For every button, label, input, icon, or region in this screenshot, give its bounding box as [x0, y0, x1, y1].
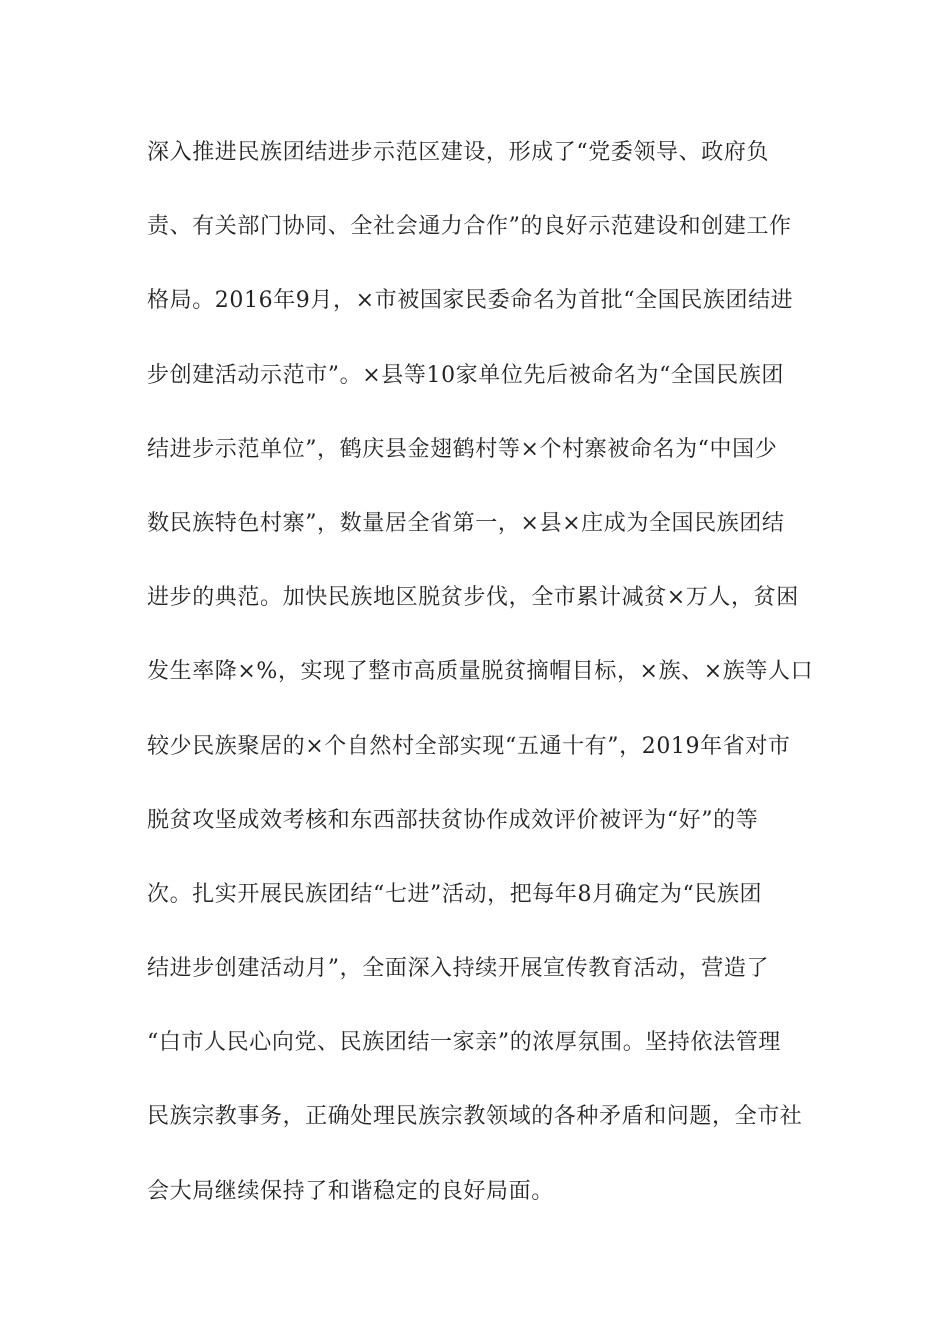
paragraph-line: 步创建活动示范市”。×县等10家单位先后被命名为“全国民族团 [147, 362, 784, 388]
paragraph-line: 深入推进民族团结进步示范区建设，形成了“党委领导、政府负 [147, 140, 770, 165]
paragraph-line: 责、有关部门协同、全社会通力合作”的良好示范建设和创建工作 [147, 214, 792, 240]
paragraph-line: 会大局继续保持了和谐稳定的良好局面。 [147, 1178, 554, 1204]
paragraph-line: “白市人民心向党、民族团结一家亲”的浓厚氛围。坚持依法管理 [147, 1030, 781, 1056]
paragraph-line: 脱贫攻坚成效考核和东西部扶贫协作成效评价被评为“好”的等 [147, 807, 759, 833]
paragraph-line: 格局。2016年9月，×市被国家民委命名为首批“全国民族团结进 [147, 288, 794, 314]
paragraph-line: 次。扎实开展民族团结“七进”活动，把每年8月确定为“民族团 [147, 881, 763, 907]
paragraph-line: 较少民族聚居的×个自然村全部实现“五通十有”，2019年省对市 [147, 733, 791, 759]
paragraph-line: 进步的典范。加快民族地区脱贫步伐，全市累计减贫×万人，贫困 [147, 585, 799, 611]
body-paragraph [147, 134, 814, 1247]
paragraph-line: 结进步示范单位”，鹤庆县金翅鹤村等×个村寨被命名为“中国少 [147, 436, 778, 462]
paragraph-line: 民族宗教事务，正确处理民族宗教领域的各种矛盾和问题，全市社 [147, 1104, 803, 1130]
paragraph-line: 发生率降×%，实现了整市高质量脱贫摘帽目标，×族、×族等人口 [147, 659, 814, 685]
paragraph-line: 数民族特色村寨”，数量居全省第一，×县×庄成为全国民族团结 [147, 510, 785, 536]
paragraph-line: 结进步创建活动月”，全面深入持续开展宣传教育活动，营造了 [147, 956, 770, 982]
